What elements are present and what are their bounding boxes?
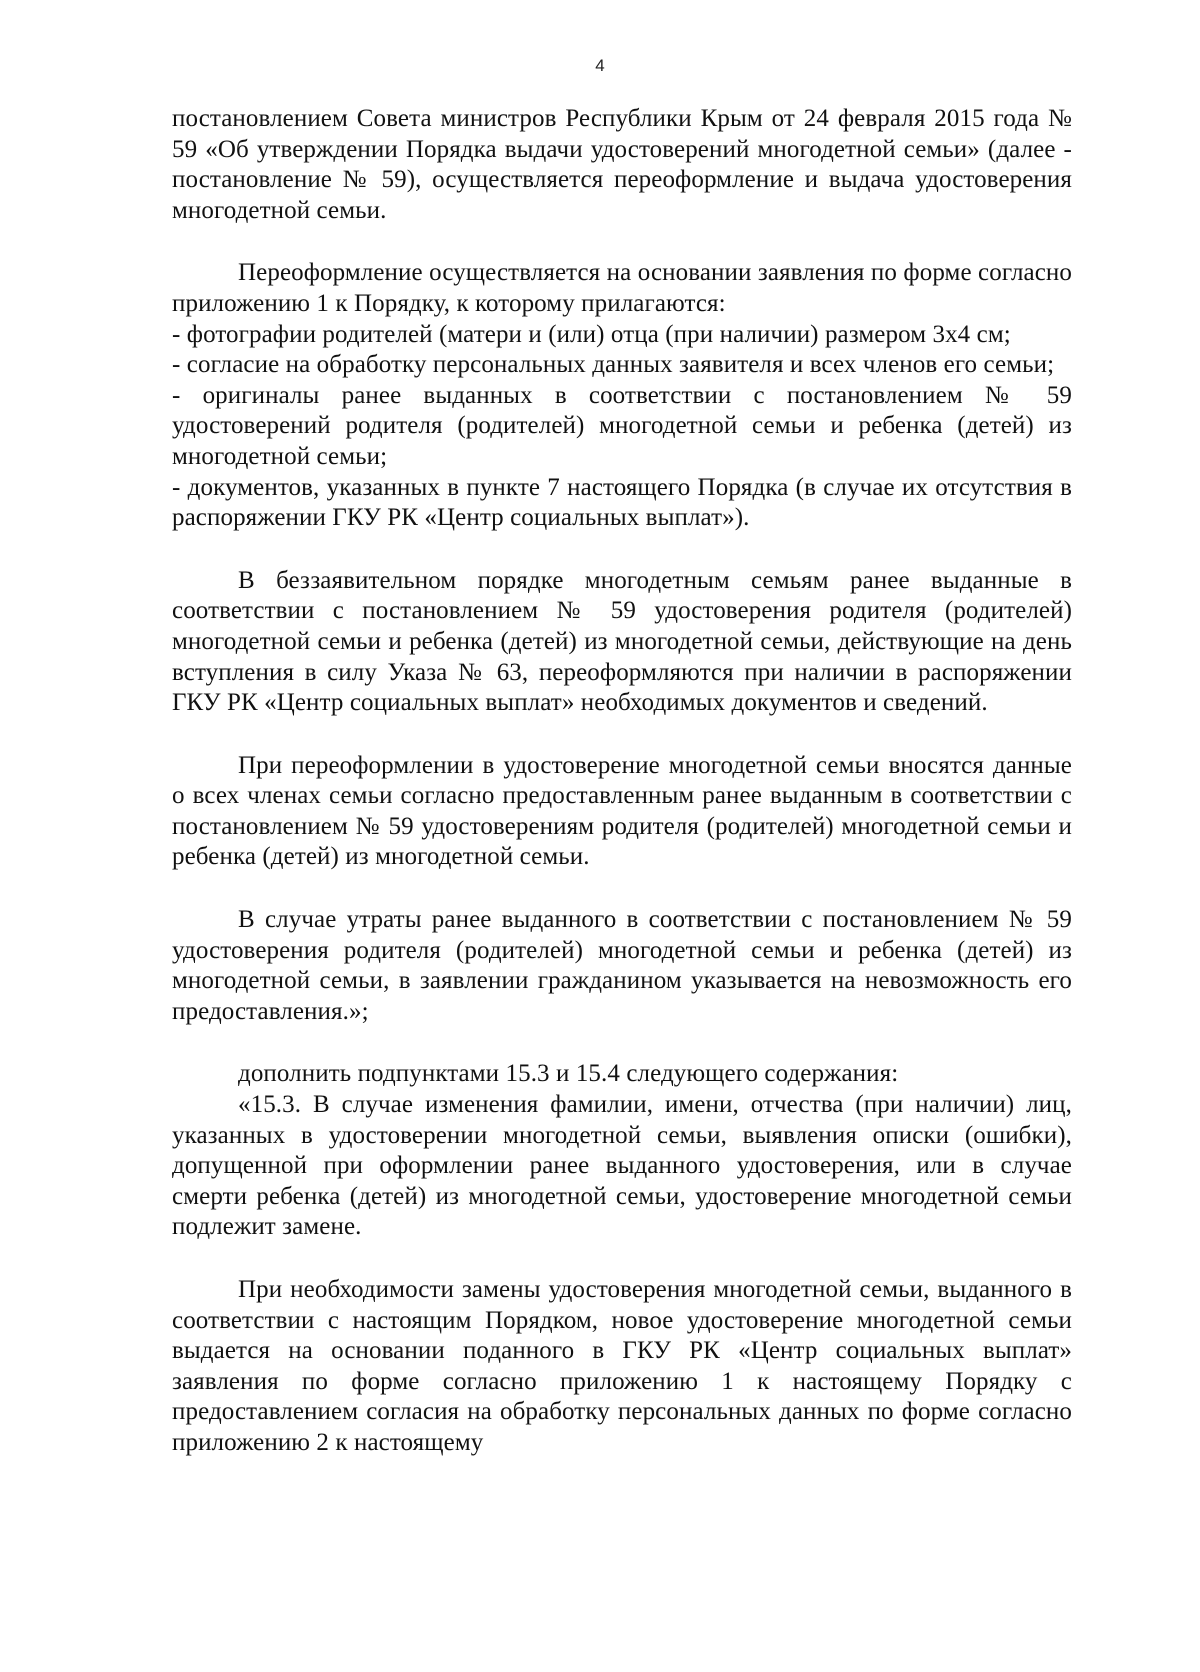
document-body [172,104,1072,1459]
page-number: 4 [595,56,605,75]
paragraph-15-3: «15.3. В случае изменения фамилии, имени, отчества (при наличии) лиц, указанных в удостоверении многодетной семьи, выявления описки (ошибки), допущенной при оформлении ранее выданного удостоверения, или в случае смерти ребенка (детей) из многодетной семьи, удостоверение многодетной семьи подлежит замене. [172,1091,1072,1241]
paragraph-reissue-basis: Переоформление осуществляется на основании заявления по форме согласно приложению 1 к Порядку, к которому прилагаются: [172,259,1072,317]
list-item-documents: - документов, указанных в пункте 7 настоящего Порядка (в случае их отсутствия в распоряжении ГКУ РК «Центр социальных выплат»). [172,473,1072,532]
paragraph-no-application: В беззаявительном порядке многодетным семьям ранее выданные в соответствии с постановлением № 59 удостоверения родителя (родителей) многодетной семьи и ребенка (детей) из многодетной семьи, действующие на день вступления в силу Указа № 63, переоформляются при наличии в распоряжении ГКУ РК «Центр социальных выплат» необходимых документов и сведений. [172,566,1072,717]
paragraph-amendment-intro: дополнить подпунктами 15.3 и 15.4 следующего содержания: [238,1060,899,1088]
list-item-originals: - оригиналы ранее выданных в соответствии с постановлением № 59 удостоверений родителя (родителей) многодетной семьи и ребенка (детей) из многодетной семьи; [172,381,1072,470]
paragraph-loss-case: В случае утраты ранее выданного в соответствии с постановлением № 59 удостоверения родителя (родителей) многодетной семьи и ребенка (детей) из многодетной семьи, в заявлении гражданином указывается на невозможность его предоставления.»; [172,906,1072,1025]
paragraph-replacement: При необходимости замены удостоверения многодетной семьи, выданного в соответствии с настоящим Порядком, новое удостоверение многодетной семьи выдается на основании поданного в ГКУ РК «Центр социальных выплат» заявления по форме согласно приложению 1 к настоящему Порядку с предоставлением согласия на обработку персональных данных по форме согласно приложению 2 к настоящему [172,1276,1072,1456]
list-item-photos: - фотографии родителей (матери и (или) отца (при наличии) размером 3х4 см; [172,320,1011,348]
list-item-consent: - согласие на обработку персональных данных заявителя и всех членов его семьи; [172,351,1055,379]
paragraph-continuation: постановлением Совета министров Республики Крым от 24 февраля 2015 года № 59 «Об утверждении Порядка выдачи удостоверений многодетной семьи» (далее - постановление № 59), осуществляется переоформление и выдача удостоверения многодетной семьи. [172,105,1072,224]
paragraph-reissue-data: При переоформлении в удостоверение многодетной семьи вносятся данные о всех членах семьи согласно предоставленным ранее выданным в соответствии с постановлением № 59 удостоверениям родителя (родителей) многодетной семьи и ребенка (детей) из многодетной семьи. [172,751,1072,871]
